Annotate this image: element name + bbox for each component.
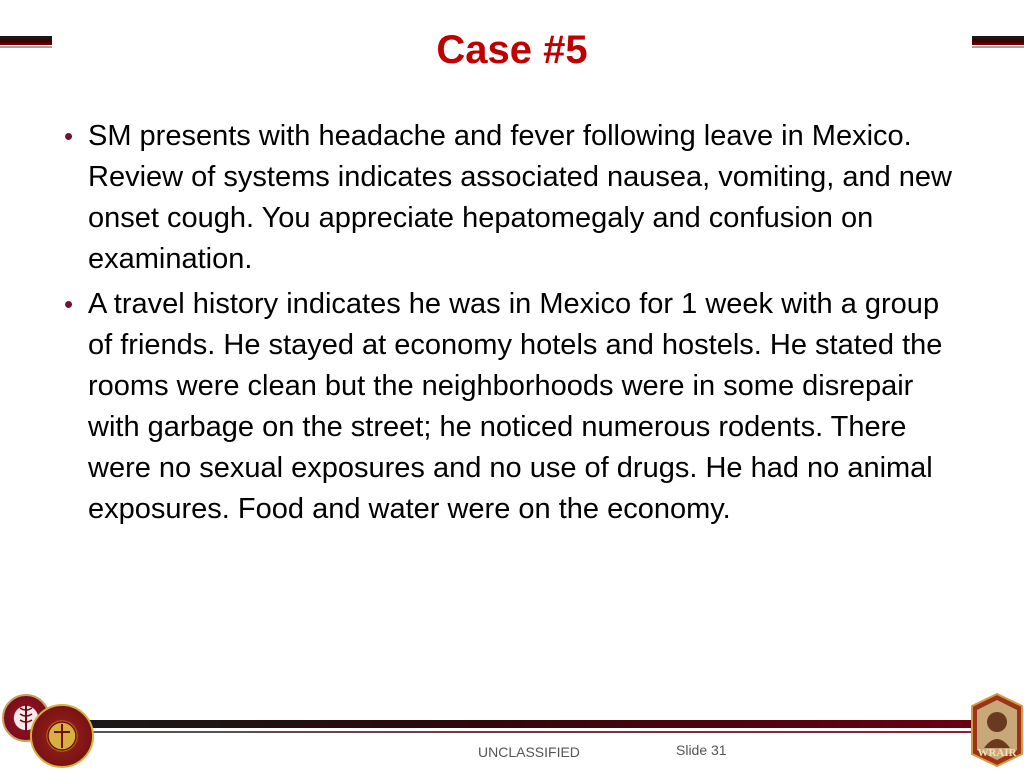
bullet-item [62,116,962,280]
medical-corps-seal-icon [30,704,94,768]
footer-bar-line [90,731,976,733]
bullet-text: A travel history indicates he was in Mexico for 1 week with a group of friends. He stayed at economy hotels and hostels. He stated the rooms were clean but the neighborhoods were in some disrepair with garbage on the street; he noticed numerous rodents. There were no sexual exposures and no use of drugs. He had no animal exposures. Food and water were on the economy. [88,288,943,525]
slide-body [62,116,962,534]
slide-number: Slide 31 [676,742,727,758]
bullet-item [62,284,962,530]
slide-title: Case #5 [436,28,588,72]
bullet-marker: • [64,289,74,319]
footer-bar [70,720,976,728]
bullet-marker: • [64,121,74,151]
wrair-logo-text: WRAIR [977,747,1017,759]
wrair-logo-icon [970,692,1024,768]
bullet-text: SM presents with headache and fever following leave in Mexico. Review of systems indicates associated nausea, vomiting, and new onset cough. You appreciate hepatomegaly and confusion on examination. [88,120,952,275]
classification-label: UNCLASSIFIED [478,744,580,760]
